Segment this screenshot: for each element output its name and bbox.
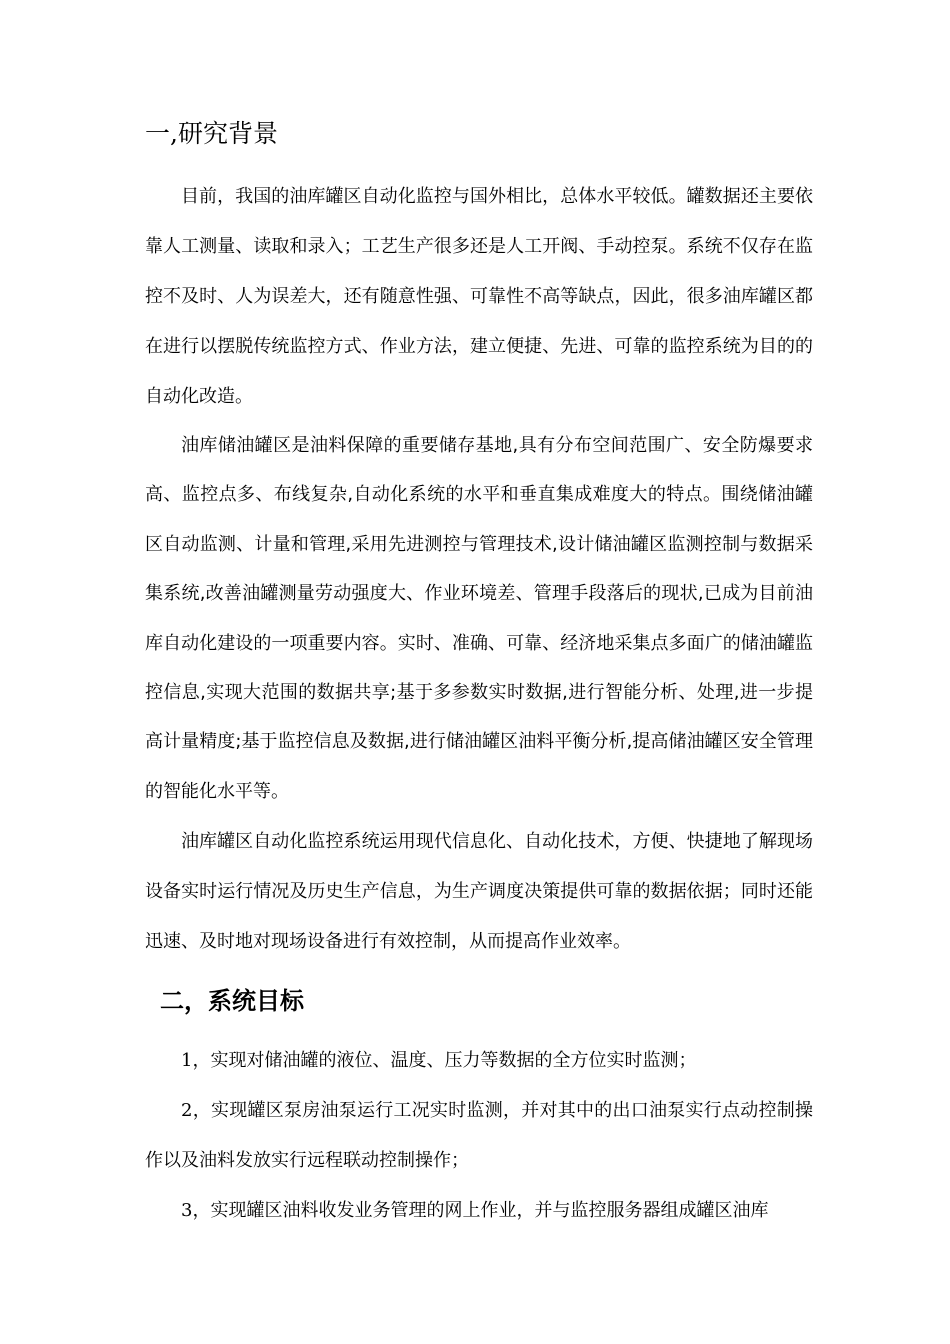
goal-number: 3 bbox=[181, 1200, 193, 1221]
goal-text: ，实现对储油罐的液位、温度、压力等数据的全方位实时监测； bbox=[192, 1050, 697, 1071]
paragraph-1: 目前，我国的油库罐区自动化监控与国外相比，总体水平较低。罐数据还主要依靠人工测量、读取和录入；工艺生产很多还是人工开阀、手动控泵。系统不仅存在监控不及时、人为误差大，还有随意性强、可靠性不高等缺点，因此，很多油库罐区都在进行以摆脱传统监控方式、作业方法，建立便捷、先进、可靠的监控系统为目的的自动化改造。 bbox=[145, 186, 813, 407]
paragraph-2: 油库储油罐区是油料保障的重要储存基地,具有分布空间范围广、安全防爆要求高、监控点多、布线复杂,自动化系统的水平和垂直集成难度大的特点。围绕储油罐区自动监测、计量和管理,采用先进测控与管理技术,设计储油罐区监测控制与数据采集系统,改善油罐测量劳动强度大、作业环境差、管理手段落后的现状,已成为目前油库自动化建设的一项重要内容。实时、准确、可靠、经济地采集点多面广的储油罐监控信息,实现大范围的数据共享;基于多参数实时数据,进行智能分析、处理,进一步提高计量精度;基于监控信息及数据,进行储油罐区油料平衡分析,提高储油罐区安全管理的智能化水平等。 bbox=[145, 435, 813, 802]
paragraph-3: 油库罐区自动化监控系统运用现代信息化、自动化技术，方便、快捷地了解现场设备实时运行情况及历史生产信息，为生产调度决策提供可靠的数据依据；同时还能迅速、及时地对现场设备进行有效控制，从而提高作业效率。 bbox=[145, 831, 813, 952]
goal-item-1 bbox=[145, 1036, 813, 1086]
section-1-heading: 一,研究背景 bbox=[145, 119, 278, 148]
goal-number: 1 bbox=[181, 1050, 193, 1071]
goal-text: ，实现罐区泵房油泵运行工况实时监测，并对其中的出口油泵实行点动控制操作以及油料发放实行远程联动控制操作； bbox=[145, 1100, 813, 1171]
goal-text: ，实现罐区油料收发业务管理的网上作业，并与监控服务器组成罐区油库 bbox=[192, 1200, 769, 1221]
goal-item-3 bbox=[145, 1186, 813, 1236]
goal-item-2 bbox=[145, 1086, 813, 1186]
goal-number: 2 bbox=[181, 1100, 193, 1121]
section-2-heading: 二，系统目标 bbox=[160, 987, 304, 1015]
